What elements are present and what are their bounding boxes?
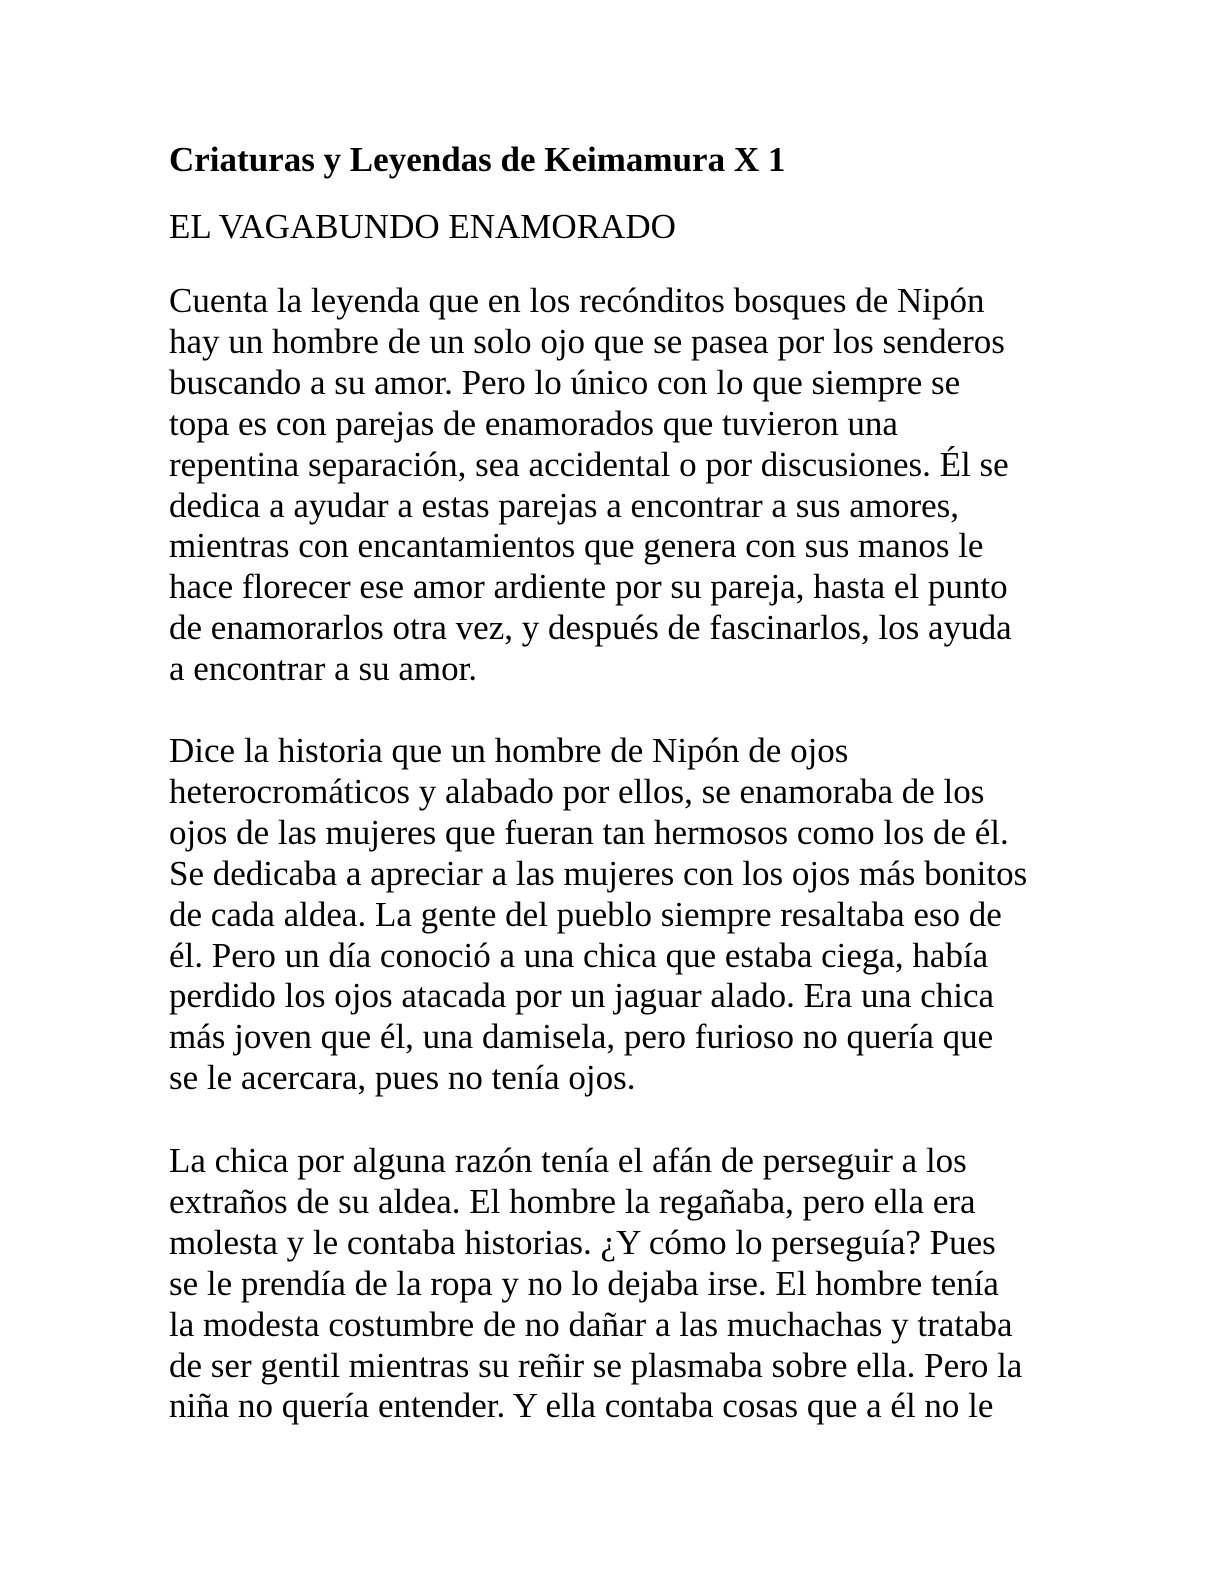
- text-line: Se dedicaba a apreciar a las mujeres con los ojos más bonitos: [169, 853, 1028, 893]
- text-line: heterocromáticos y alabado por ellos, se enamoraba de los: [169, 771, 985, 811]
- story-title: EL VAGABUNDO ENAMORADO: [169, 207, 676, 246]
- text-line: de cada aldea. La gente del pueblo siempre resaltaba eso de: [169, 894, 1002, 934]
- text-line: la modesta costumbre de no dañar a las muchachas y trataba: [169, 1304, 1013, 1344]
- text-line: niña no quería entender. Y ella contaba cosas que a él no le: [169, 1386, 994, 1426]
- text-line: de enamorarlos otra vez, y después de fascinarlos, los ayuda: [169, 608, 1012, 648]
- text-line: él. Pero un día conoció a una chica que estaba ciega, había: [169, 935, 989, 975]
- text-line: extraños de su aldea. El hombre la regañaba, pero ella era: [169, 1181, 976, 1221]
- text-line: dedica a ayudar a estas parejas a encontrar a sus amores,: [169, 485, 960, 525]
- text-line: perdido los ojos atacada por un jaguar alado. Era una chica: [169, 976, 995, 1016]
- paragraph-3: [169, 1141, 1022, 1427]
- text-line: se le prendía de la ropa y no lo dejaba irse. El hombre tenía: [169, 1263, 999, 1303]
- text-line: topa es con parejas de enamorados que tuvieron una: [169, 403, 898, 443]
- text-line: repentina separación, sea accidental o por discusiones. Él se: [169, 444, 1009, 484]
- text-line: La chica por alguna razón tenía el afán de perseguir a los: [169, 1141, 967, 1180]
- text-line: hay un hombre de un solo ojo que se pasea por los senderos: [169, 321, 1005, 361]
- text-line: Cuenta la leyenda que en los recónditos bosques de Nipón: [169, 281, 985, 320]
- text-line: se le acercara, pues no tenía ojos.: [169, 1058, 636, 1098]
- text-line: hace florecer ese amor ardiente por su pareja, hasta el punto: [169, 567, 1008, 607]
- text-line: molesta y le contaba historias. ¿Y cómo lo perseguía? Pues: [169, 1222, 996, 1262]
- text-line: más joven que él, una damisela, pero furioso no quería que: [169, 1017, 994, 1057]
- text-line: de ser gentil mientras su reñir se plasmaba sobre ella. Pero la: [169, 1345, 1023, 1385]
- paragraph-1: [169, 281, 1012, 690]
- text-line: mientras con encantamientos que genera con sus manos le: [169, 526, 984, 566]
- text-line: a encontrar a su amor.: [169, 649, 478, 689]
- text-line: ojos de las mujeres que fueran tan hermosos como los de él.: [169, 812, 1009, 852]
- paragraph-2: [169, 731, 1027, 1099]
- text-line: buscando a su amor. Pero lo único con lo que siempre se: [169, 362, 961, 402]
- text-line: Dice la historia que un hombre de Nipón de ojos: [169, 731, 849, 770]
- document-title: Criaturas y Leyendas de Keimamura X 1: [169, 140, 786, 179]
